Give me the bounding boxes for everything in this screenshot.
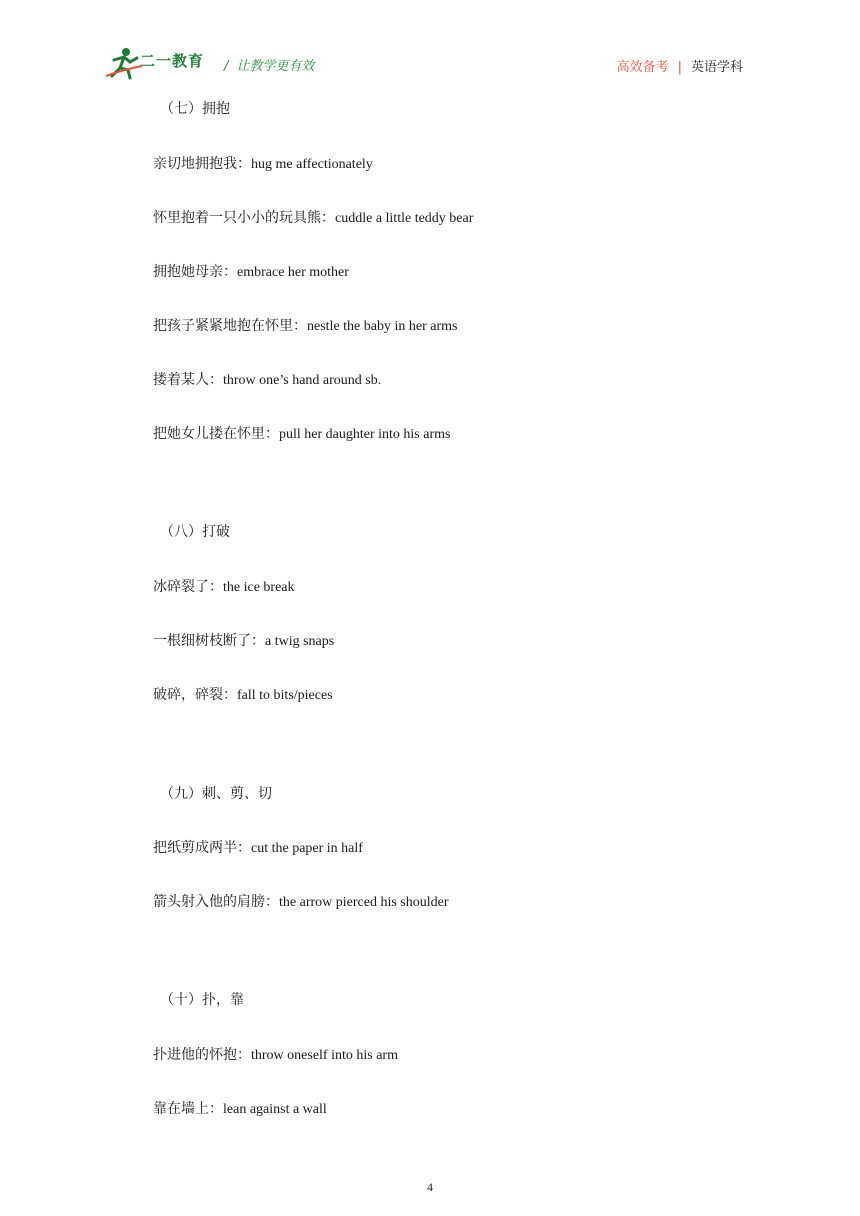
slogan-slash: / <box>224 59 229 74</box>
section-heading: （八）打破 <box>160 525 230 540</box>
phrase-entry: 亲切地拥抱我：hug me affectionately <box>153 157 373 172</box>
phrase-entry: 把纸剪成两半：cut the paper in half <box>153 841 363 856</box>
phrase-entry: 拥抱她母亲：embrace her mother <box>153 265 349 280</box>
tagline-separator: | <box>677 60 682 75</box>
logo-text: 二一教育 <box>140 52 205 70</box>
phrase-entry: 怀里抱着一只小小的玩具熊：cuddle a little teddy bear <box>153 211 474 226</box>
logo <box>104 46 224 80</box>
slogan-text: 让教学更有效 <box>236 59 315 74</box>
runner-logo-icon <box>104 46 144 80</box>
tagline-right: 英语学科 <box>690 60 743 75</box>
tagline-left: 高效备考 <box>616 60 669 75</box>
section-heading: （七）拥抱 <box>160 102 230 117</box>
page-number: 4 <box>427 1180 433 1194</box>
phrase-entry: 冰碎裂了：the ice break <box>153 580 295 595</box>
section-heading: （十）扑，靠 <box>160 993 244 1008</box>
page-header <box>0 0 860 90</box>
phrase-entry: 一根细树枝断了：a twig snaps <box>153 634 335 649</box>
phrase-entry: 箭头射入他的肩膀：the arrow pierced his shoulder <box>153 895 449 910</box>
phrase-entry: 搂着某人：throw one’s hand around sb. <box>153 373 382 388</box>
phrase-entry: 扑进他的怀抱：throw oneself into his arm <box>153 1048 398 1063</box>
phrase-entry: 把孩子紧紧地抱在怀里：nestle the baby in her arms <box>153 319 458 334</box>
header-tagline <box>617 56 743 75</box>
phrase-entry: 破碎，碎裂：fall to bits/pieces <box>153 688 333 703</box>
phrase-entry: 靠在墙上：lean against a wall <box>153 1102 327 1117</box>
slogan <box>224 55 314 74</box>
section-heading: （九）刺、剪、切 <box>160 787 272 802</box>
phrase-entry: 把她女儿搂在怀里：pull her daughter into his arms <box>153 427 451 442</box>
